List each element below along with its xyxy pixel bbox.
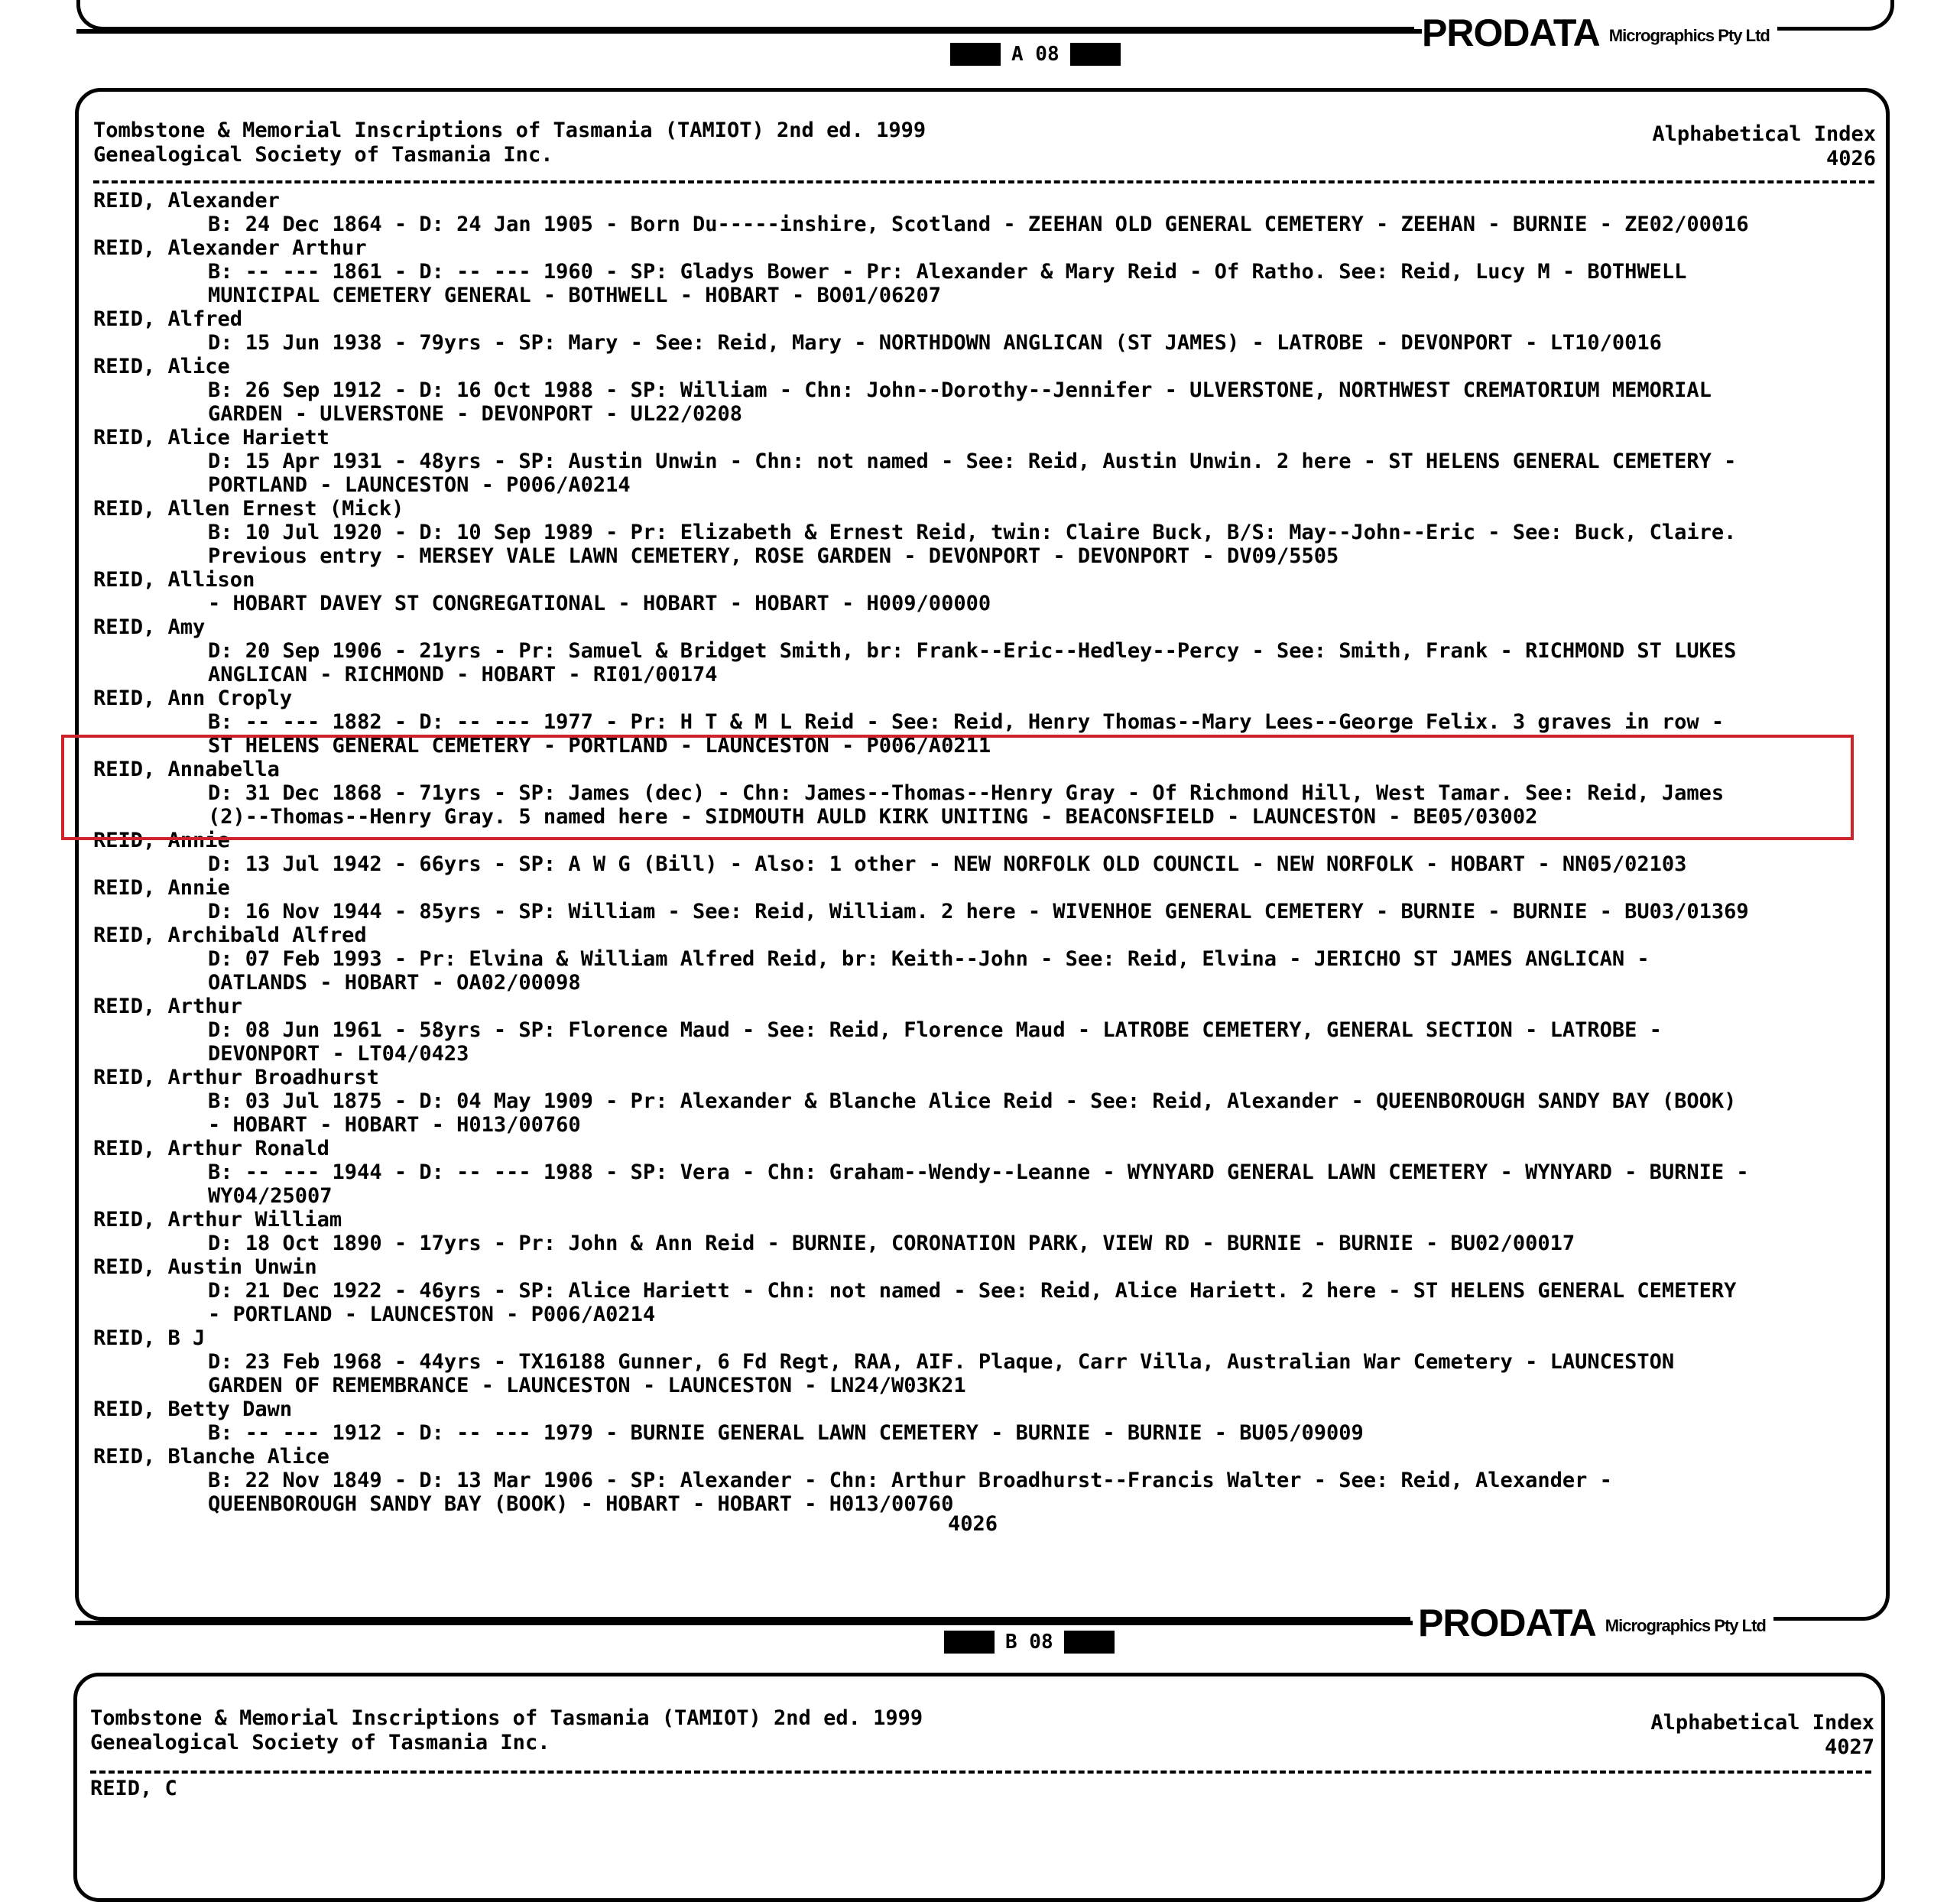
index-entry xyxy=(93,236,1874,307)
fiche-marker-b xyxy=(944,1631,1115,1654)
entry-detail: - HOBART DAVEY ST CONGREGATIONAL - HOBART - HOBART - H009/00000 xyxy=(208,592,991,615)
entry-detail: B: -- --- 1882 - D: -- --- 1977 - Pr: H T & M L Reid - See: Reid, Henry Thomas--Mary Lees--George Felix. 3 graves in row - ST HELENS GENERAL CEMETERY - PORTLAND - LAUNCESTON - P006/A0211 xyxy=(208,710,1725,758)
entry-name: REID, Alfred xyxy=(93,307,243,331)
entry-detail: D: 08 Jun 1961 - 58yrs - SP: Florence Maud - See: Reid, Florence Maud - LATROBE CEMETERY, GENERAL SECTION - LATROBE - DEVONPORT - LT04/0423 xyxy=(208,1018,1662,1066)
index-entry xyxy=(93,876,1874,923)
index-label xyxy=(1652,122,1876,171)
prodata-brand-text-2: PRODATA xyxy=(1418,1602,1596,1644)
prodata-sub-text-2: Micrographics Pty Ltd xyxy=(1605,1616,1766,1635)
fiche-block-right xyxy=(1070,43,1121,66)
entry-detail: B: 22 Nov 1849 - D: 13 Mar 1906 - SP: Alexander - Chn: Arthur Broadhurst--Francis Walter - See: Reid, Alexander - QUEENBOROUGH SANDY BAY (BOOK) - HOBART - HOBART - H013/00760 xyxy=(208,1469,1612,1516)
next-first-entry-name: REID, C xyxy=(90,1777,177,1800)
entry-detail: B: -- --- 1944 - D: -- --- 1988 - SP: Vera - Chn: Graham--Wendy--Leanne - WYNYARD GENERAL LAWN CEMETERY - WYNYARD - BURNIE - WY04/25007 xyxy=(208,1160,1749,1208)
entry-name: REID, Allison xyxy=(93,568,255,592)
page-footer-number: 4026 xyxy=(948,1512,998,1536)
entry-detail: B: 26 Sep 1912 - D: 16 Oct 1988 - SP: William - Chn: John--Dorothy--Jennifer - ULVERSTONE, NORTHWEST CREMATORIUM MEMORIAL GARDEN - ULVERSTONE - DEVONPORT - UL22/0208 xyxy=(208,378,1712,426)
index-entry xyxy=(93,189,1874,236)
index-entry xyxy=(93,1066,1874,1137)
next-index-label xyxy=(1650,1711,1874,1760)
fiche-block-right-b xyxy=(1064,1631,1115,1654)
index-entry xyxy=(93,568,1874,615)
entry-detail: B: 10 Jul 1920 - D: 10 Sep 1989 - Pr: Elizabeth & Ernest Reid, twin: Claire Buck, B/S: May--John--Eric - See: Buck, Claire. Previous entry - MERSEY VALE LAWN CEMETERY, ROSE GARDEN - DEVONPORT - DEVONPORT - DV09/5505 xyxy=(208,521,1737,568)
prodata-logo-top xyxy=(1414,11,1777,54)
fiche-label-b: B 08 xyxy=(1005,1631,1053,1654)
entry-detail: B: -- --- 1861 - D: -- --- 1960 - SP: Gladys Bower - Pr: Alexander & Mary Reid - Of Ratho. See: Reid, Lucy M - BOTHWELL MUNICIPAL CEMETERY GENERAL - BOTHWELL - HOBART - BO01/06207 xyxy=(208,260,1687,307)
entry-name: REID, Amy xyxy=(93,615,206,639)
entry-name: REID, Arthur Broadhurst xyxy=(93,1066,379,1089)
index-entry xyxy=(93,355,1874,426)
next-page-title xyxy=(90,1706,923,1755)
index-entry xyxy=(93,1397,1874,1445)
fiche-marker-a xyxy=(950,43,1121,66)
entry-detail: B: 03 Jul 1875 - D: 04 May 1909 - Pr: Alexander & Blanche Alice Reid - See: Reid, Alexander - QUEENBOROUGH SANDY BAY (BOOK) - HOBART - HOBART - H013/00760 xyxy=(208,1089,1737,1137)
entry-detail: D: 07 Feb 1993 - Pr: Elvina & William Alfred Reid, br: Keith--John - See: Reid, Elvina - JERICHO ST JAMES ANGLICAN - OATLANDS - HOBART - OA02/00098 xyxy=(208,947,1650,995)
index-entry xyxy=(93,1326,1874,1397)
separator-line-top xyxy=(76,29,1422,34)
fiche-label-a: A 08 xyxy=(1011,43,1060,66)
entry-detail: B: 24 Dec 1864 - D: 24 Jan 1905 - Born Du-----inshire, Scotland - ZEEHAN OLD GENERAL CEMETERY - ZEEHAN - BURNIE - ZE02/00016 xyxy=(208,213,1749,236)
index-entry xyxy=(93,426,1874,497)
page-title xyxy=(93,118,926,167)
separator-line-bottom xyxy=(75,1621,1413,1625)
entry-detail: D: 21 Dec 1922 - 46yrs - SP: Alice Hariett - Chn: not named - See: Reid, Alice Hariett. 2 here - ST HELENS GENERAL CEMETERY - PORTLAND - LAUNCESTON - P006/A0214 xyxy=(208,1279,1737,1326)
entry-name: REID, Arthur Ronald xyxy=(93,1137,329,1160)
entry-detail: D: 31 Dec 1868 - 71yrs - SP: James (dec) - Chn: James--Thomas--Henry Gray - Of Richmond Hill, West Tamar. See: Reid, James (2)--Thomas--Henry Gray. 5 named here - SIDMOUTH AULD KIRK UNITING - BEACONSFIELD - LAUNCESTON - BE05/03002 xyxy=(208,781,1725,829)
entry-name: REID, Arthur xyxy=(93,995,243,1018)
index-entry xyxy=(93,995,1874,1066)
index-entry xyxy=(93,615,1874,686)
fiche-block-left-b xyxy=(944,1631,995,1654)
index-entry xyxy=(93,497,1874,568)
highlight-box xyxy=(61,735,1854,840)
entry-name: REID, Austin Unwin xyxy=(93,1255,317,1279)
title-line-1: Tombstone & Memorial Inscriptions of Tasmania (TAMIOT) 2nd ed. 1999 xyxy=(93,118,926,142)
entry-name: REID, Alexander Arthur xyxy=(93,236,367,260)
entry-name: REID, B J xyxy=(93,1326,206,1350)
entry-detail: D: 15 Jun 1938 - 79yrs - SP: Mary - See: Reid, Mary - NORTHDOWN ANGLICAN (ST JAMES) - LATROBE - DEVONPORT - LT10/0016 xyxy=(208,331,1662,355)
entry-detail: D: 18 Oct 1890 - 17yrs - Pr: John & Ann Reid - BURNIE, CORONATION PARK, VIEW RD - BURNIE - BURNIE - BU02/00017 xyxy=(208,1232,1575,1255)
index-entry xyxy=(93,1208,1874,1255)
index-entry xyxy=(93,923,1874,995)
prodata-sub-text: Micrographics Pty Ltd xyxy=(1608,26,1770,45)
prodata-logo-bottom xyxy=(1410,1604,1773,1642)
next-index-label-line-1: Alphabetical Index xyxy=(1650,1711,1874,1735)
prodata-brand-text: PRODATA xyxy=(1422,11,1600,54)
index-entry xyxy=(93,307,1874,355)
entry-name: REID, Betty Dawn xyxy=(93,1397,293,1421)
entry-name: REID, Alexander xyxy=(93,189,280,213)
entry-name: REID, Annie xyxy=(93,829,230,852)
entry-detail: D: 16 Nov 1944 - 85yrs - SP: William - See: Reid, William. 2 here - WIVENHOE GENERAL CEMETERY - BURNIE - BURNIE - BU03/01369 xyxy=(208,900,1749,923)
index-entry xyxy=(93,1445,1874,1516)
index-entry xyxy=(93,1255,1874,1326)
entry-list xyxy=(93,189,1874,1516)
entry-detail: D: 13 Jul 1942 - 66yrs - SP: A W G (Bill) - Also: 1 other - NEW NORFOLK OLD COUNCIL - NEW NORFOLK - HOBART - NN05/02103 xyxy=(208,852,1687,876)
entry-detail: D: 23 Feb 1968 - 44yrs - TX16188 Gunner, 6 Fd Regt, RAA, AIF. Plaque, Carr Villa, Australian War Cemetery - LAUNCESTON GARDEN OF REMEMBRANCE - LAUNCESTON - LAUNCESTON - LN24/W03K21 xyxy=(208,1350,1675,1397)
index-entry xyxy=(93,1137,1874,1208)
entry-detail: D: 15 Apr 1931 - 48yrs - SP: Austin Unwin - Chn: not named - See: Reid, Austin Unwin. 2 here - ST HELENS GENERAL CEMETERY - PORTLAND - LAUNCESTON - P006/A0214 xyxy=(208,450,1737,497)
entry-name: REID, Arthur William xyxy=(93,1208,342,1232)
header-divider xyxy=(93,180,1874,183)
entry-name: REID, Blanche Alice xyxy=(93,1445,329,1469)
entry-name: REID, Ann Croply xyxy=(93,686,293,710)
entry-name: REID, Allen Ernest (Mick) xyxy=(93,497,404,521)
entry-name: REID, Annie xyxy=(93,876,230,900)
next-title-line-1: Tombstone & Memorial Inscriptions of Tasmania (TAMIOT) 2nd ed. 1999 xyxy=(90,1706,923,1730)
fiche-block-left xyxy=(950,43,1001,66)
title-line-2: Genealogical Society of Tasmania Inc. xyxy=(93,143,553,167)
index-page-number: 4026 xyxy=(1825,147,1876,170)
entry-name: REID, Alice xyxy=(93,355,230,378)
next-title-line-2: Genealogical Society of Tasmania Inc. xyxy=(90,1731,550,1754)
entry-name: REID, Alice Hariett xyxy=(93,426,329,450)
next-index-page-number: 4027 xyxy=(1824,1735,1874,1759)
entry-name: REID, Archibald Alfred xyxy=(93,923,367,947)
entry-detail: B: -- --- 1912 - D: -- --- 1979 - BURNIE GENERAL LAWN CEMETERY - BURNIE - BURNIE - BU05/09009 xyxy=(208,1421,1364,1445)
next-header-divider xyxy=(90,1771,1871,1774)
entry-name: REID, Annabella xyxy=(93,758,280,781)
index-label-line-1: Alphabetical Index xyxy=(1652,122,1876,146)
entry-detail: D: 20 Sep 1906 - 21yrs - Pr: Samuel & Bridget Smith, br: Frank--Eric--Hedley--Percy - See: Smith, Frank - RICHMOND ST LUKES ANGLICAN - RICHMOND - HOBART - RI01/00174 xyxy=(208,639,1737,686)
